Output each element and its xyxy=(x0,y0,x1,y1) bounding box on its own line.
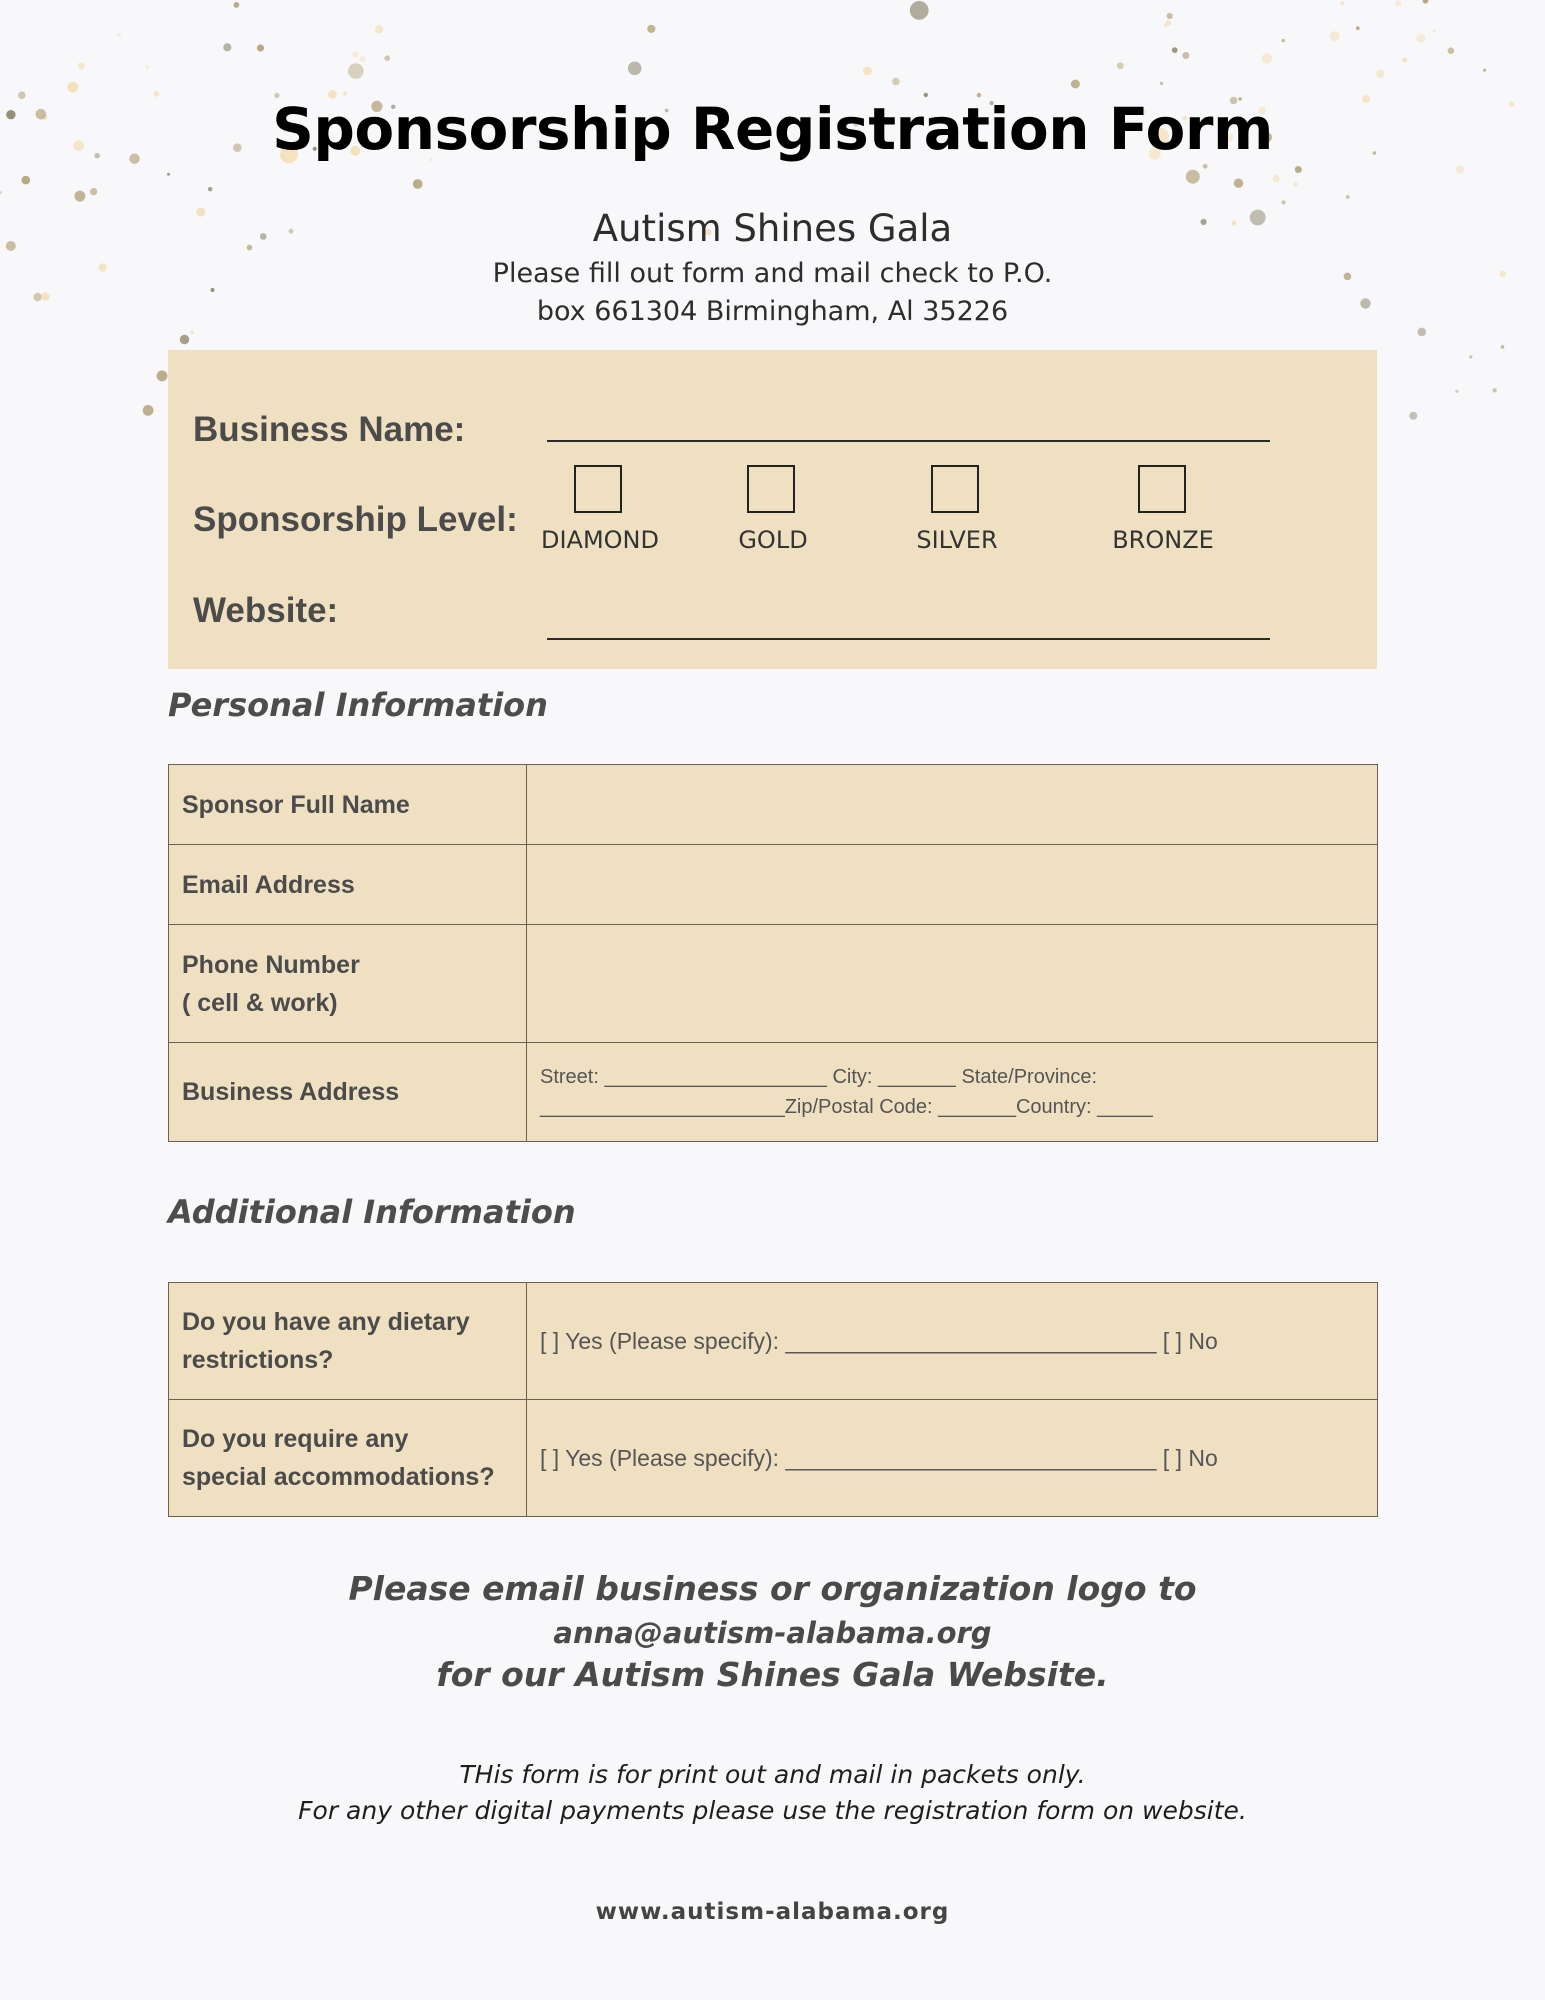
business-address-field[interactable] xyxy=(527,1043,1378,1142)
personal-info-table xyxy=(168,764,1378,1142)
confetti-dot xyxy=(1433,30,1436,33)
confetti-dot xyxy=(348,63,364,79)
confetti-dot xyxy=(78,62,85,69)
confetti-dot xyxy=(384,55,390,61)
confetti-dot xyxy=(892,78,900,86)
confetti-dot xyxy=(1273,175,1280,182)
confetti-dot xyxy=(1172,47,1178,53)
confetti-dot xyxy=(145,65,149,69)
confetti-dot xyxy=(1492,388,1496,392)
confetti-dot xyxy=(1483,69,1486,72)
table-row xyxy=(169,845,1378,925)
confetti-dot xyxy=(157,371,168,382)
silver-checkbox[interactable] xyxy=(931,465,979,513)
print-note-line1: THis form is for print out and mail in packets only. xyxy=(459,1760,1086,1789)
confetti-dot xyxy=(1182,52,1189,59)
table-row xyxy=(169,1283,1378,1400)
mailing-instructions-line2: box 661304 Birmingham, Al 35226 xyxy=(536,296,1009,327)
confetti-dot xyxy=(117,33,121,37)
confetti-dot xyxy=(628,62,642,76)
confetti-dot xyxy=(1203,164,1208,169)
silver-label: SILVER xyxy=(916,526,998,554)
confetti-dot xyxy=(1423,0,1429,4)
page-title: Sponsorship Registration Form xyxy=(272,95,1273,163)
email-label: Email Address xyxy=(169,845,527,925)
accommodations-label-line2: special accommodations? xyxy=(182,1463,495,1491)
phone-label xyxy=(169,925,527,1043)
website-label: Website: xyxy=(193,591,339,630)
confetti-dot xyxy=(234,2,240,8)
address-line1: Street: ____________________ City: _______ State/Province: xyxy=(540,1066,1098,1088)
confetti-dot xyxy=(167,173,170,176)
confetti-dot xyxy=(1346,195,1350,199)
confetti-dot xyxy=(1164,24,1167,27)
confetti-dot xyxy=(1234,179,1243,188)
sponsor-name-field[interactable] xyxy=(527,765,1378,845)
confetti-dot xyxy=(1469,355,1472,358)
gold-label: GOLD xyxy=(738,526,808,554)
sponsorship-level-label: Sponsorship Level: xyxy=(193,500,518,539)
confetti-dot xyxy=(413,179,423,189)
confetti-dot xyxy=(1395,0,1401,6)
confetti-dot xyxy=(910,1,929,20)
phone-field[interactable] xyxy=(527,925,1378,1043)
confetti-dot xyxy=(1262,53,1273,64)
confetti-dot xyxy=(67,82,78,93)
bronze-checkbox[interactable] xyxy=(1138,465,1186,513)
diamond-checkbox[interactable] xyxy=(574,465,622,513)
confetti-dot xyxy=(191,331,194,334)
gold-checkbox[interactable] xyxy=(747,465,795,513)
address-line2: ______________________Zip/Postal Code: _______Country: _____ xyxy=(540,1096,1153,1118)
confetti-dot xyxy=(647,25,655,33)
phone-label-line1: Phone Number xyxy=(182,950,360,979)
confetti-dot xyxy=(1281,200,1285,204)
website-field[interactable] xyxy=(547,638,1270,640)
confetti-dot xyxy=(360,56,366,62)
logo-email-link[interactable]: anna@autism-alabama.org xyxy=(553,1616,992,1650)
table-row xyxy=(169,1043,1378,1142)
confetti-dot xyxy=(90,188,97,195)
confetti-dot xyxy=(180,335,189,344)
diamond-label: DIAMOND xyxy=(540,526,659,554)
business-name-field[interactable] xyxy=(547,440,1270,442)
mailing-instructions-line1: Please fill out form and mail check to P.O. xyxy=(492,258,1053,289)
confetti-dot xyxy=(1501,345,1505,349)
accommodations-label xyxy=(169,1400,527,1517)
dietary-label-line1: Do you have any dietary xyxy=(182,1308,470,1336)
confetti-dot xyxy=(22,176,31,185)
confetti-dot xyxy=(1402,58,1407,63)
event-name: Autism Shines Gala xyxy=(592,207,953,250)
confetti-dot xyxy=(1330,31,1340,41)
business-name-label: Business Name: xyxy=(193,410,466,449)
confetti-dot xyxy=(1418,328,1427,337)
confetti-dot xyxy=(1167,13,1173,19)
business-info-panel xyxy=(168,350,1377,669)
business-address-label: Business Address xyxy=(169,1043,527,1142)
confetti-dot xyxy=(1186,170,1200,184)
confetti-dot xyxy=(352,51,358,57)
print-note-line2: For any other digital payments please use the registration form on website. xyxy=(298,1796,1247,1825)
confetti-dot xyxy=(74,191,85,202)
dietary-label-line2: restrictions? xyxy=(182,1346,334,1374)
additional-info-table xyxy=(168,1282,1378,1517)
table-row xyxy=(169,925,1378,1043)
table-row xyxy=(169,1400,1378,1517)
confetti-dot xyxy=(223,43,231,51)
email-field[interactable] xyxy=(527,845,1378,925)
confetti-dot xyxy=(1456,166,1464,174)
confetti-dot xyxy=(375,25,383,33)
confetti-dot xyxy=(1295,166,1302,173)
confetti-dot xyxy=(1455,390,1458,393)
confetti-dot xyxy=(1448,47,1455,54)
confetti-dot xyxy=(1117,62,1124,69)
logo-note-line3: for our Autism Shines Gala Website. xyxy=(436,1655,1109,1694)
confetti-dot xyxy=(1416,34,1425,43)
personal-info-heading: Personal Information xyxy=(168,686,548,724)
accommodations-label-line1: Do you require any xyxy=(182,1425,409,1453)
confetti-dot xyxy=(143,405,154,416)
logo-note-line1: Please email business or organization logo to xyxy=(348,1569,1197,1608)
bronze-label: BRONZE xyxy=(1112,526,1214,554)
confetti-dot xyxy=(0,191,2,194)
confetti-dot xyxy=(1356,26,1360,30)
confetti-dot xyxy=(1160,82,1163,85)
accommodations-field[interactable]: [ ] Yes (Please specify): _____________________________ [ ] No xyxy=(527,1400,1378,1517)
table-row xyxy=(169,765,1378,845)
confetti-dot xyxy=(863,66,872,75)
confetti-dot xyxy=(1281,39,1285,43)
sponsor-name-label: Sponsor Full Name xyxy=(169,765,527,845)
phone-label-line2: ( cell & work) xyxy=(182,988,338,1017)
confetti-dot xyxy=(1341,2,1344,5)
confetti-dot xyxy=(1293,182,1298,187)
dietary-field[interactable]: [ ] Yes (Please specify): _____________________________ [ ] No xyxy=(527,1283,1378,1400)
confetti-dot xyxy=(1376,70,1384,78)
confetti-dot xyxy=(208,187,212,191)
confetti-dot xyxy=(257,44,264,51)
confetti-dot xyxy=(1409,412,1417,420)
confetti-dot xyxy=(1071,80,1080,89)
additional-info-heading: Additional Information xyxy=(168,1193,576,1231)
footer-website-link[interactable]: www.autism-alabama.org xyxy=(595,1899,950,1925)
dietary-label xyxy=(169,1283,527,1400)
